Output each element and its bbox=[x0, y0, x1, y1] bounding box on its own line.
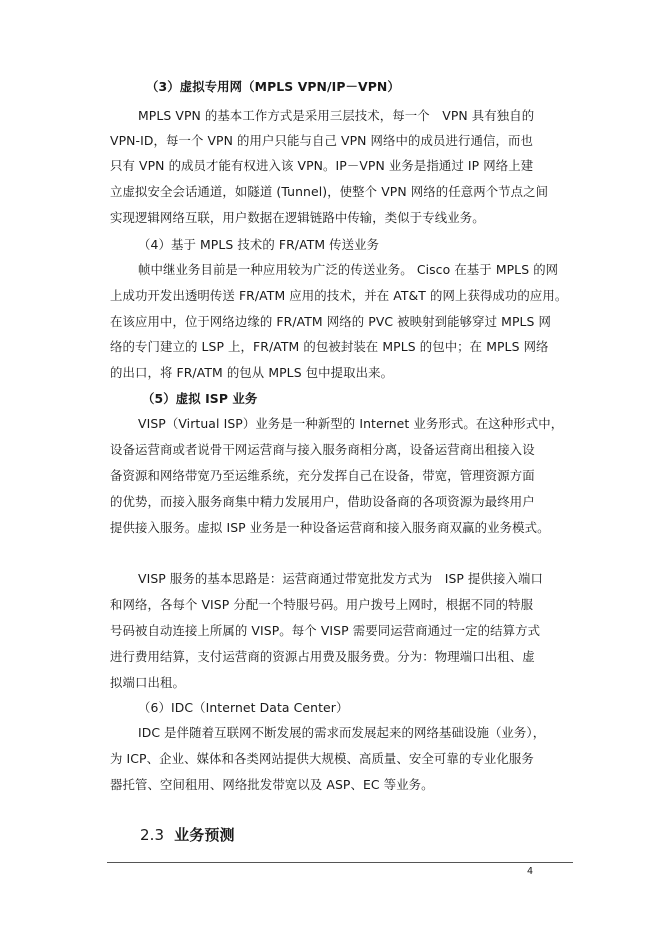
paragraph-line: 进行费用结算，支付运营商的资源占用费及服务费。分为：物理端口出租、虚 bbox=[110, 649, 535, 664]
paragraph-line: 号码被自动连接上所属的 VISP。每个 VISP 需要同运营商通过一定的结算方式 bbox=[110, 623, 541, 638]
paragraph-line: 器托管、空间租用、网络批发带宽以及 ASP、EC 等业务。 bbox=[110, 777, 434, 792]
paragraph-line: 立虚拟安全会话通道，如隧道 (Tunnel)，使整个 VPN 网络的任意两个节点之间 bbox=[110, 184, 549, 199]
paragraph-line: 帧中继业务目前是一种应用较为广泛的传送业务。 Cisco 在基于 MPLS 的网 bbox=[138, 262, 559, 277]
paragraph-line: VPN-ID，每一个 VPN 的用户只能与自己 VPN 网络中的成员进行通信，而也 bbox=[110, 133, 533, 148]
section-heading bbox=[140, 825, 235, 845]
footer-divider bbox=[107, 862, 573, 863]
paragraph-line: 实现逻辑网络互联，用户数据在逻辑链路中传输，类似于专线业务。 bbox=[110, 210, 485, 225]
paragraph-line: 上成功开发出透明传送 FR/ATM 应用的技术，并在 AT&T 的网上获得成功的应用。 bbox=[110, 288, 568, 303]
paragraph-line: 和网络，各每个 VISP 分配一个特服号码。用户拨号上网时，根据不同的特服 bbox=[110, 597, 534, 612]
paragraph-line: 提供接入服务。虚拟 ISP 业务是一种设备运营商和接入服务商双赢的业务模式。 bbox=[110, 520, 550, 535]
paragraph-line: 只有 VPN 的成员才能有权进入该 VPN。IP－VPN 业务是指通过 IP 网络上建 bbox=[110, 158, 534, 173]
paragraph-line: 拟端口出租。 bbox=[110, 675, 185, 690]
page-number: 4 bbox=[527, 866, 534, 877]
paragraph-line: 络的专门建立的 LSP 上，FR/ATM 的包被封装在 MPLS 的包中；在 MPLS 网络 bbox=[110, 339, 549, 354]
heading-vpn: （3）虚拟专用网（MPLS VPN/IP－VPN） bbox=[146, 79, 400, 94]
heading-idc: （6）IDC（Internet Data Center） bbox=[138, 700, 349, 715]
paragraph-line: VISP（Virtual ISP）业务是一种新型的 Internet 业务形式。在这种形式中， bbox=[138, 416, 564, 431]
paragraph-line: 设备运营商或者说骨干网运营商与接入服务商相分离，设备运营商出租接入设 bbox=[110, 442, 535, 457]
paragraph-line: 的优势，而接入服务商集中精力发展用户，借助设备商的各项资源为最终用户 bbox=[110, 494, 535, 509]
heading-fr-atm: （4）基于 MPLS 技术的 FR/ATM 传送业务 bbox=[138, 237, 380, 252]
section-title: 业务预测 bbox=[174, 826, 235, 844]
heading-visp: （5）虚拟 ISP 业务 bbox=[142, 391, 258, 406]
paragraph-line: 为 ICP、企业、媒体和各类网站提供大规模、高质量、安全可靠的专业化服务 bbox=[110, 751, 534, 766]
paragraph-line: VISP 服务的基本思路是：运营商通过带宽批发方式为 ISP 提供接入端口 bbox=[138, 571, 543, 586]
section-number: 2.3 bbox=[140, 826, 165, 844]
paragraph-line: IDC 是伴随着互联网不断发展的需求而发展起来的网络基础设施（业务）， bbox=[138, 725, 546, 740]
paragraph-line: MPLS VPN 的基本工作方式是采用三层技术，每一个 VPN 具有独自的 bbox=[138, 108, 535, 123]
paragraph-line: 备资源和网络带宽乃至运维系统，充分发挥自己在设备，带宽，管理资源方面 bbox=[110, 468, 535, 483]
paragraph-line: 在该应用中，位于网络边缘的 FR/ATM 网络的 PVC 被映射到能够穿过 MPLS 网 bbox=[110, 314, 552, 329]
paragraph-line: 的出口，将 FR/ATM 的包从 MPLS 包中提取出来。 bbox=[110, 365, 394, 380]
